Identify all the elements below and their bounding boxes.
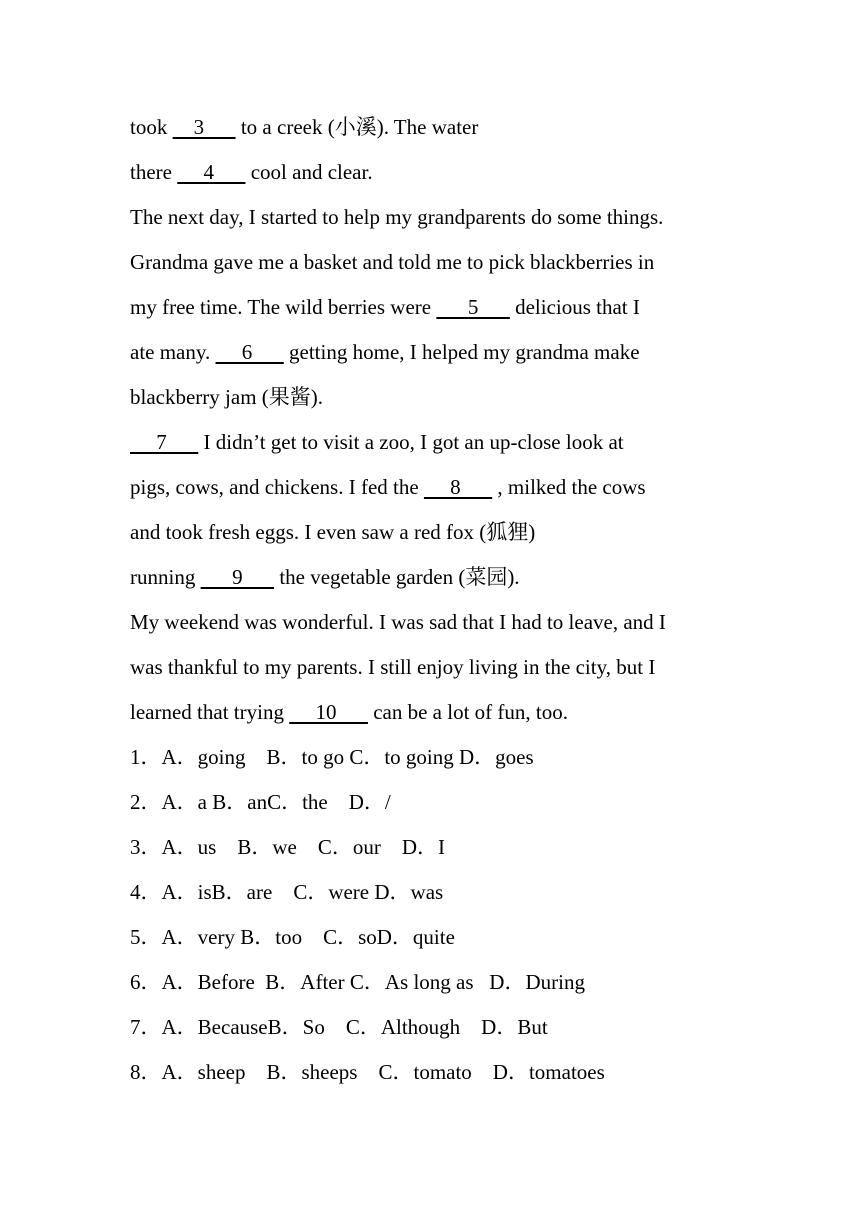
line-text: The next day, I started to help my grandparents do some things. [130,205,664,229]
line-text: running [130,565,201,589]
question-7-options: 7．A．BecauseB．So C．Although D．But [130,1015,548,1039]
passage-line [130,645,770,690]
line-text: can be a lot of fun, too. [367,700,568,724]
passage-line [130,375,770,420]
blank-7: 7 [130,430,199,454]
line-text: was thankful to my parents. I still enjoy living in the city, but I [130,655,656,679]
line-text: I didn’t get to visit a zoo, I got an up-close look at [198,430,624,454]
question-6-options: 6．A．Before B．After C．As long as D．During [130,970,585,994]
line-text: ate many. [130,340,216,364]
passage-line [130,330,770,375]
question-1-options: 1．A．going B．to go C．to going D．goes [130,745,534,769]
blank-10: 10 [289,700,368,724]
blank-4: 4 [177,160,246,184]
line-text: delicious that I [509,295,640,319]
question-3-options: 3．A．us B．we C．our D．I [130,835,445,859]
line-text: getting home, I helped my grandma make [283,340,640,364]
line-text: cool and clear. [245,160,373,184]
cloze-passage [130,105,770,735]
passage-line [130,465,770,510]
blank-5: 5 [436,295,510,319]
passage-line [130,105,770,150]
passage-line [130,600,770,645]
answer-options [130,735,770,1095]
passage-line [130,510,770,555]
blank-6: 6 [215,340,284,364]
blank-9: 9 [200,565,275,589]
line-text: to a creek (小溪). The water [235,115,479,139]
line-text: My weekend was wonderful. I was sad that I had to leave, and I [130,610,666,634]
question-8-options: 8．A．sheep B．sheeps C．tomato D．tomatoes [130,1060,605,1084]
passage-line [130,690,770,735]
line-text: learned that trying [130,700,290,724]
passage-line [130,195,770,240]
line-text: blackberry jam (果酱). [130,385,324,409]
question-2-options: 2．A．a B．anC．the D．/ [130,790,391,814]
blank-3: 3 [172,115,236,139]
blank-8: 8 [423,475,493,499]
line-text: Grandma gave me a basket and told me to pick blackberries in [130,250,655,274]
passage-line [130,420,770,465]
question-4-options: 4．A．isB．are C．were D．was [130,880,444,904]
question-5-options: 5．A．very B．too C．soD．quite [130,925,455,949]
line-text: the vegetable garden (菜园). [274,565,520,589]
document-page [130,105,770,1095]
line-text: took [130,115,173,139]
line-text: my free time. The wild berries were [130,295,437,319]
line-text: and took fresh eggs. I even saw a red fox (狐狸) [130,520,536,544]
passage-line [130,555,770,600]
passage-line [130,285,770,330]
passage-line [130,240,770,285]
line-text: pigs, cows, and chickens. I fed the [130,475,424,499]
passage-line [130,150,770,195]
line-text: there [130,160,178,184]
line-text: , milked the cows [492,475,646,499]
